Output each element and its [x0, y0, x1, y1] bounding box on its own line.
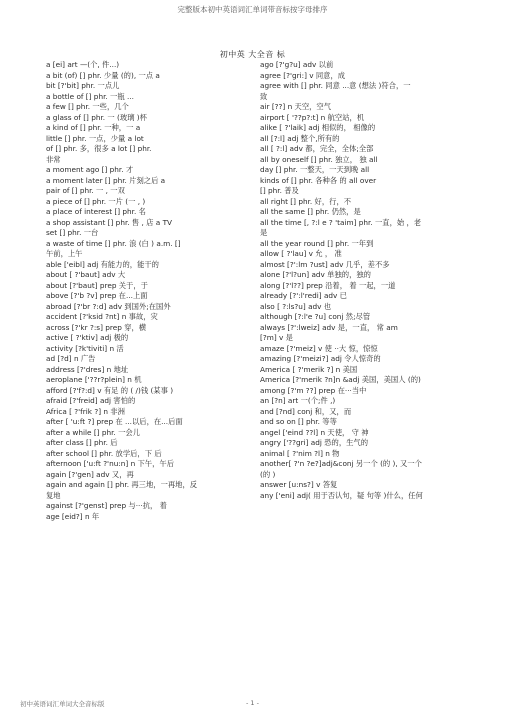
- vocab-entry: a kind of [] phr. 一种，一 a: [46, 123, 141, 132]
- vocab-entry: pair of [] phr. 一 , 一双: [46, 186, 125, 195]
- vocab-entry: after [ 'u:ft ?] prep 在 ...以后，在...后面: [46, 417, 183, 426]
- vocab-entry: all by oneself [] phr. 独立， 独 all: [260, 154, 378, 164]
- vocab-entry: a place of interest [] phr. 名: [46, 207, 146, 216]
- vocab-entry: America [?'merik ?n]n &adj 美国，美国人 (的): [260, 375, 421, 384]
- vocab-entry: activity [?k'tiviti] n 活: [46, 343, 124, 353]
- vocab-entry: angel ['eind ??l] n 天使， 守 神: [260, 427, 369, 437]
- vocab-entry: set [] phr. 一台: [46, 228, 99, 237]
- vocab-entry: alone [?'l?un] adv 单独的，独的: [260, 270, 371, 279]
- vocab-entry: 非常: [46, 154, 61, 164]
- vocab-entry: 复地: [46, 490, 61, 500]
- vocab-entry: [?m] v 是: [260, 333, 293, 342]
- vocab-entry: always [?':lweiz] adv 是，一直， 常 am: [260, 322, 398, 332]
- vocab-entry: all the same [] phr. 仍然，是: [260, 207, 361, 216]
- vocab-entry: all right [] phr. 好，行，不: [260, 196, 352, 206]
- vocab-entry: allow [ ?'lau] v 允 ， 准: [260, 249, 342, 258]
- vocab-entry: amazing [?'meizi?] adj 令人惊奇的: [260, 354, 381, 363]
- page-number: - 1 -: [246, 699, 259, 707]
- vocab-entry: angry ['??gri] adj 恐的，生气的: [260, 438, 369, 447]
- vocab-column-right: [260, 60, 472, 501]
- vocab-entry: after class [] phr. 后: [46, 438, 118, 447]
- vocab-entry: about [?'baut] prep 关于，于: [46, 280, 148, 290]
- vocab-entry: a few [] phr. 一些，几个: [46, 102, 129, 111]
- vocab-entry: and so on [] phr. 等等: [260, 417, 337, 426]
- vocab-entry: all [ ?:l] adv 都，完全，全体;全部: [260, 144, 374, 153]
- vocab-entry: all the time [, ?:l e ? 'taim] phr. 一直，始 ，老: [260, 217, 422, 227]
- vocab-entry: abroad [?'br ?:d] adv 到国外;在国外: [46, 301, 171, 311]
- vocab-entry: afford [?'f?:d] v 有足 的 ( /)钱 (某事 ): [46, 385, 174, 395]
- vocab-entry: able ['eibl] adj 有能力的，能干的: [46, 259, 159, 269]
- vocab-entry: about [ ?'baut] adv 大: [46, 270, 126, 279]
- page-title: 初中英 大全音 标: [219, 50, 286, 59]
- vocab-entry: across [?'kr ?:s] prep 穿，横: [46, 322, 147, 332]
- vocab-entry: kinds of [] phr. 各种各 的 all over: [260, 175, 377, 185]
- vocab-entry: all the year round [] phr. 一年到: [260, 238, 374, 248]
- vocab-entry: agree with [] phr. 同意 ...意 (想法 )符合，一: [260, 81, 411, 90]
- document-header: 完整版本初中英语词汇单词带音标按字母排序: [177, 5, 328, 14]
- vocab-entry: Africa [ ?'frik ?] n 非洲: [46, 406, 125, 416]
- vocab-entry: 午前，上午: [46, 249, 83, 258]
- vocab-entry: afraid [?'freid] adj 害怕的: [46, 396, 136, 405]
- vocab-entry: along [?'l??] prep 沿着， 着 一起，一道: [260, 280, 396, 290]
- vocab-entry: day [] phr. 一整天，一天到晚 all: [260, 165, 370, 174]
- vocab-entry: above [?'b ?v] prep 在...上面: [46, 291, 148, 300]
- vocab-entry: ago [?'g?u] adv 以前: [260, 60, 334, 69]
- vocab-entry: afternoon ['u:ft ?'nu:n] n 下午，午后: [46, 459, 174, 468]
- vocab-entry: airport [ '??p?:t] n 航空站，机: [260, 112, 365, 122]
- vocab-entry: America [ ?'merik ?] n 美国: [260, 364, 358, 374]
- vocab-entry: a glass of [] phr. 一 (玻璃 )杯: [46, 112, 147, 122]
- vocab-entry: already [?':l'redi] adv 已: [260, 291, 347, 300]
- vocab-entry: address [?'dres] n 地址: [46, 364, 129, 374]
- vocab-entry: and [?nd] conj 和，又，而: [260, 406, 352, 416]
- vocab-entry: again and again [] phr. 再三地，一再地，反: [46, 480, 198, 489]
- vocab-entry: accident [?'ksid ?nt] n 事故，灾: [46, 312, 158, 321]
- vocab-entry: an [?n] art 一(个;件 ,): [260, 396, 336, 405]
- vocab-entry: any ['eni] adj( 用于否认句，疑 句等 )什么，任何: [260, 490, 423, 500]
- vocab-entry: a bit (of) [] phr. 少量 (的), 一点 a: [46, 70, 160, 80]
- vocab-entry: all [?:l] adj 整个,所有的: [260, 133, 340, 143]
- vocab-entry: air [??] n 天空，空气: [260, 102, 332, 111]
- footer-text: 初中英语词汇单词大全音标版: [20, 700, 105, 708]
- vocab-entry: a piece of [] phr. 一片 (一 , ): [46, 196, 146, 206]
- vocab-entry: alike [ ?'laik] adj 相似的， 相像的: [260, 123, 376, 132]
- vocab-entry: 是: [260, 228, 268, 237]
- vocab-entry: although [?:l'e ?u] conj 然;尽管: [260, 312, 371, 321]
- vocab-entry: a moment ago [] phr. 才: [46, 165, 134, 174]
- vocab-entry: a bottle of [] phr. 一瓶 ...: [46, 91, 134, 101]
- vocab-entry: age [eid?] n 年: [46, 511, 100, 521]
- vocab-entry: agree [?'gri:] v 同意，成: [260, 70, 346, 80]
- vocab-entry: a moment later [] phr. 片刻之后 a: [46, 175, 166, 185]
- vocab-entry: of [] phr. 多，很多 a lot [] phr.: [46, 144, 152, 153]
- vocab-entry: among [?'m ??] prep 在···当中: [260, 385, 367, 395]
- vocab-entry: against [?'genst] prep 与···抗， 着: [46, 501, 167, 510]
- vocab-entry: after school [] phr. 放学后，下 后: [46, 448, 162, 458]
- vocab-entry: ad [?d] n 广告: [46, 354, 96, 363]
- vocab-column-left: [46, 60, 246, 522]
- vocab-entry: answer [u:ns?] v 答复: [260, 480, 338, 489]
- vocab-entry: aeroplane ['??r?plein] n 机: [46, 375, 142, 384]
- vocab-entry: little [] phr. 一点，少量 a lot: [46, 133, 144, 143]
- vocab-entry: animal [ ?'nim ?l] n 物: [260, 448, 340, 458]
- vocab-entry: after a while [] phr. 一会儿: [46, 427, 140, 437]
- vocab-entry: bit [?'bit] phr. 一点儿: [46, 81, 120, 90]
- vocab-entry: almost [?':lm ?ust] adv 几乎，差不多: [260, 259, 390, 269]
- vocab-entry: active [ ?'ktiv] adj 极的: [46, 333, 129, 342]
- vocab-entry: amaze [?'meiz] v 使 ··大 惊，惊惊: [260, 343, 378, 353]
- vocab-entry: (的 ): [260, 469, 276, 479]
- vocab-entry: a waste of time [] phr. 浪 (白 ) a.m. []: [46, 238, 181, 248]
- vocab-entry: a [ei] art —(个, 件...): [46, 60, 120, 69]
- vocab-entry: [] phr. 普及: [260, 186, 299, 195]
- vocab-entry: a shop assistant [] phr. 售 , 店 a TV: [46, 217, 173, 227]
- vocab-entry: another[ ?'n ?e?]adj&conj 另一个 (的 ), 又一个: [260, 459, 422, 468]
- vocab-entry: again [?'gen] adv 又，再: [46, 469, 134, 479]
- vocab-entry: also [ ?:ls?u] adv 也: [260, 301, 332, 311]
- vocab-entry: 致: [260, 91, 268, 101]
